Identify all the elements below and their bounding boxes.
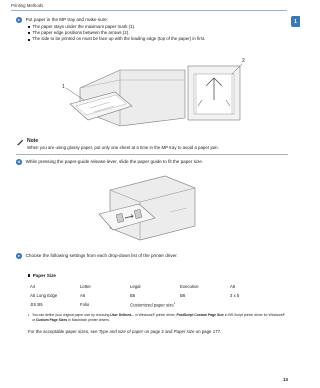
acceptable-sizes-text (28, 329, 221, 334)
step-d (16, 159, 203, 165)
table-cell: A4 (30, 284, 36, 290)
header-rule (11, 10, 287, 11)
footnote-number: 1 (28, 313, 30, 317)
acceptable-mid: on page 2 and (143, 329, 174, 334)
table-row (30, 291, 260, 300)
footnote-bold: PostScript Custom Page Size (176, 313, 224, 317)
table-cell: B6 (180, 293, 186, 299)
table-cell: Letter (80, 284, 91, 290)
note-label: Note (27, 138, 39, 144)
bullet-item: The paper stays under the maximum paper mark (1). (28, 24, 205, 30)
callout-1: 1 (62, 84, 65, 90)
table-cell: JIS B5 (30, 302, 43, 308)
footnote-marker: 1 (173, 302, 176, 306)
note-pencil-icon (16, 137, 25, 146)
footnote-text: in BR-Script printer driver for Windows® or (32, 313, 285, 323)
step-e-text: Choose the following settings from each drop-down list of the printer driver. (25, 253, 178, 258)
table-cell: 3 x 5 (230, 293, 240, 299)
table-cell: Legal (130, 284, 141, 290)
bullet-item: The paper edge positions between the arrows (2). (28, 30, 205, 36)
table-cell (230, 300, 260, 309)
note-text: When you are using glossy paper, put only one sheet at a time in the MP tray to avoid a paper jam. (27, 145, 219, 150)
table-cell: A5 Long Edge (30, 293, 58, 299)
paper-guide-illustration (95, 168, 205, 246)
paper-size-heading-text: Paper Size (32, 273, 56, 278)
footnote-text: in Windows® printer driver, (134, 313, 177, 317)
step-number-c: c (17, 17, 20, 22)
footnote-bold: User Defined... (110, 313, 135, 317)
table-cell: A6 (80, 293, 86, 299)
paper-size-table (30, 282, 260, 310)
table-cell: B5 (130, 293, 136, 299)
acceptable-prefix: For the acceptable paper sizes, see (28, 329, 99, 334)
bullet-square-icon (28, 274, 30, 276)
table-cell: Folio (80, 302, 90, 308)
table-row (30, 282, 260, 291)
step-c-bullets (28, 24, 205, 43)
footnote-text: in Macintosh printer drivers. (67, 318, 110, 323)
footnote-bold: Custom Page Sizes (35, 318, 68, 323)
step-number-e: e (17, 253, 20, 258)
running-header: Printing Methods (11, 3, 44, 8)
cross-reference-link[interactable]: Paper size (173, 329, 195, 334)
mp-tray-illustration (60, 48, 250, 130)
footnote-body (28, 313, 286, 323)
footnote-text: You can define your original paper size by choosing (32, 313, 111, 317)
custom-size-text: Customized paper size (130, 302, 174, 308)
paper-size-heading (28, 273, 56, 278)
acceptable-suffix: on page 177. (194, 329, 222, 334)
step-c (16, 17, 108, 23)
table-row (30, 300, 260, 309)
table-cell: A5 (230, 284, 236, 290)
chapter-tab: 1 (291, 16, 300, 27)
step-number-d: d (17, 159, 20, 164)
footnote (28, 313, 286, 323)
table-cell: Executive (180, 284, 199, 290)
bullet-item: The side to be printed on must be face up with the leading edge (top of the paper) in first. (28, 36, 205, 42)
step-d-text: While pressing the paper-guide release lever, slide the paper guide to fit the paper size. (25, 159, 204, 164)
cross-reference-link[interactable]: Type and size of paper (98, 329, 144, 334)
table-cell-custom (130, 300, 230, 309)
step-c-text: Put paper in the MP tray and make sure: (25, 17, 108, 22)
note-divider (16, 154, 288, 155)
step-e (16, 253, 178, 259)
callout-2: 2 (242, 58, 245, 64)
page-number: 13 (283, 377, 288, 382)
